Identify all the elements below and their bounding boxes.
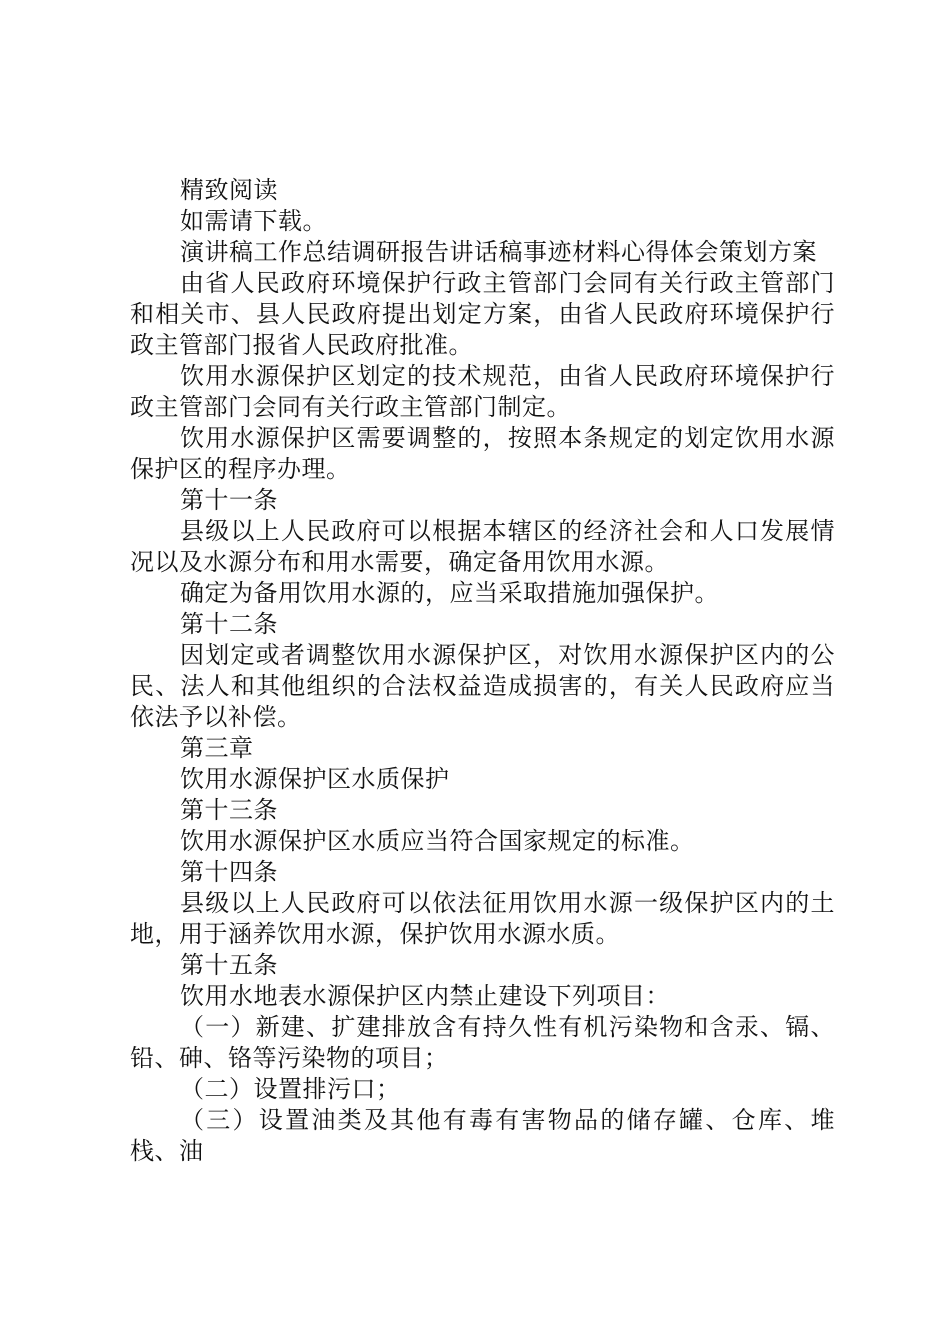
paragraph: 演讲稿工作总结调研报告讲话稿事迹材料心得体会策划方案 — [180, 238, 817, 266]
article-heading: 第十三条 — [180, 796, 278, 824]
paragraph: 饮用水源保护区划定的技术规范，由省人民政府环境保护行政主管部门会同有关行政主管部门制定。 — [130, 362, 835, 421]
article-heading: 第十四条 — [180, 858, 278, 886]
list-item: （三）设置油类及其他有毒有害物品的储存罐、仓库、堆栈、油 — [130, 1106, 835, 1165]
list-item: （一）新建、扩建排放含有持久性有机污染物和含汞、镉、铅、砷、铬等污染物的项目； — [130, 1013, 835, 1072]
paragraph: 饮用水源保护区水质应当符合国家规定的标准。 — [180, 827, 695, 855]
paragraph: 因划定或者调整饮用水源保护区，对饮用水源保护区内的公民、法人和其他组织的合法权益造成损害的，有关人民政府应当依法予以补偿。 — [130, 641, 835, 731]
paragraph: 饮用水地表水源保护区内禁止建设下列项目： — [180, 982, 670, 1010]
chapter-title: 饮用水源保护区水质保护 — [180, 765, 450, 793]
paragraph: 由省人民政府环境保护行政主管部门会同有关行政主管部门和相关市、县人民政府提出划定方案，由省人民政府环境保护行政主管部门报省人民政府批准。 — [130, 269, 835, 359]
paragraph: 精致阅读 — [180, 176, 278, 204]
article-heading: 第十二条 — [180, 610, 278, 638]
document-body — [130, 175, 835, 1167]
article-heading: 第十五条 — [180, 951, 278, 979]
chapter-heading: 第三章 — [180, 734, 254, 762]
paragraph: 饮用水源保护区需要调整的，按照本条规定的划定饮用水源保护区的程序办理。 — [130, 424, 835, 483]
paragraph: 县级以上人民政府可以依法征用饮用水源一级保护区内的土地，用于涵养饮用水源，保护饮用水源水质。 — [130, 889, 835, 948]
list-item: （二）设置排污口； — [180, 1075, 401, 1103]
article-heading: 第十一条 — [180, 486, 278, 514]
paragraph: 县级以上人民政府可以根据本辖区的经济社会和人口发展情况以及水源分布和用水需要，确定备用饮用水源。 — [130, 517, 835, 576]
paragraph: 如需请下载。 — [180, 207, 327, 235]
paragraph: 确定为备用饮用水源的，应当采取措施加强保护。 — [180, 579, 719, 607]
